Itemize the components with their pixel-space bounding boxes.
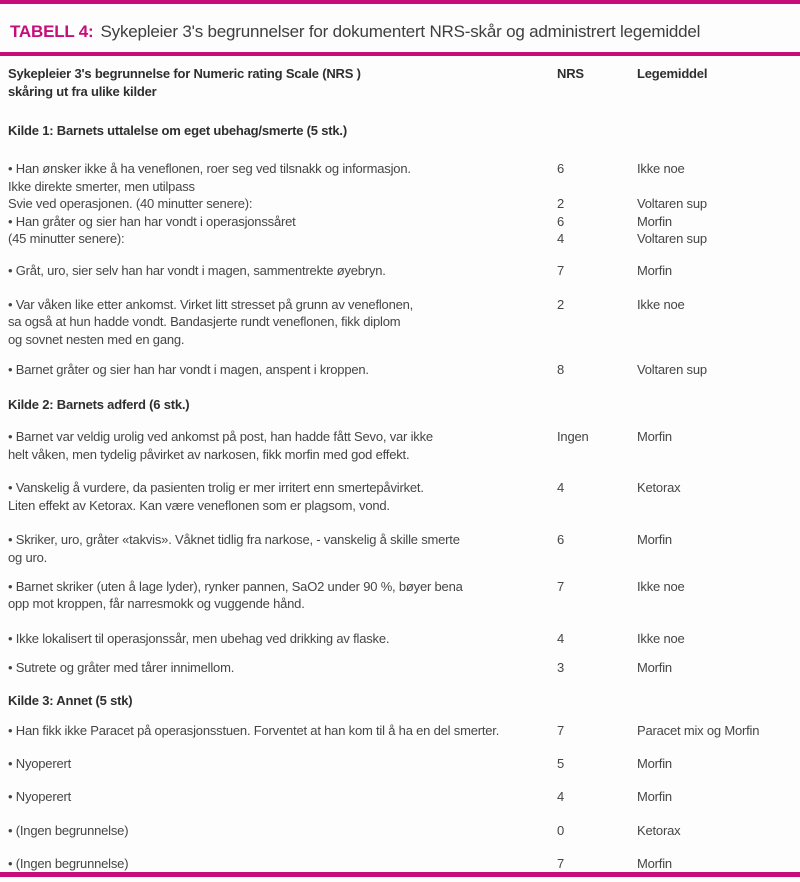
table-row — [8, 428, 792, 463]
table-row-line — [8, 178, 792, 196]
table-label: TABELL 4: — [10, 22, 94, 41]
table-section — [8, 396, 792, 677]
cell-nrs: 4 — [557, 480, 565, 496]
table-header — [0, 56, 800, 101]
cell-nrs — [557, 331, 637, 349]
table-row-line — [8, 296, 792, 314]
table-row — [8, 361, 792, 379]
cell-begrunnelse: helt våken, men tydelig påvirket av narkosen, fikk morfin med god effekt. — [8, 446, 410, 462]
cell-legemiddel: Morfin — [637, 532, 672, 548]
table-row-line — [8, 195, 792, 213]
table-row-line — [8, 213, 792, 231]
table-row-line — [8, 549, 792, 567]
cell-begrunnelse: • Var våken like etter ankomst. Virket litt stresset på grunn av veneflonen, — [8, 296, 414, 312]
cell-begrunnelse: • Nyoperert — [8, 789, 72, 805]
cell-legemiddel: Morfin — [637, 756, 672, 772]
cell-nrs: 2 — [557, 196, 565, 212]
cell-legemiddel: Voltaren sup — [637, 231, 707, 247]
table-section — [8, 692, 792, 873]
table-row-line — [8, 230, 792, 248]
cell-nrs: 2 — [557, 296, 565, 312]
cell-nrs: Ingen — [557, 428, 589, 444]
header-col-legemiddel: Legemiddel — [637, 66, 708, 81]
header-col-begrunnelse — [8, 65, 557, 101]
cell-nrs: 7 — [557, 578, 565, 594]
cell-legemiddel — [637, 549, 792, 567]
cell-nrs: 3 — [557, 660, 565, 676]
cell-legemiddel: Voltaren sup — [637, 362, 707, 378]
cell-legemiddel: Morfin — [637, 789, 672, 805]
cell-legemiddel: Ketorax — [637, 480, 681, 496]
cell-begrunnelse: • Han fikk ikke Paracet på operasjonsstuen. Forventet at han kom til å ha en del smerter. — [8, 722, 500, 738]
table-row-line — [8, 578, 792, 596]
table-row — [8, 531, 792, 566]
cell-begrunnelse: (45 minutter senere): — [8, 231, 125, 247]
cell-legemiddel: Ikke noe — [637, 296, 685, 312]
cell-begrunnelse: sa også at hun hadde vondt. Bandasjerte rundt veneflonen, fikk diplom — [8, 314, 401, 330]
cell-begrunnelse: • Ikke lokalisert til operasjonssår, men ubehag ved drikking av flaske. — [8, 630, 390, 646]
cell-nrs — [557, 549, 637, 567]
table-row — [8, 755, 792, 773]
header-col-nrs: NRS — [557, 66, 584, 81]
table-row-line — [8, 446, 792, 464]
table-row-line — [8, 428, 792, 446]
cell-begrunnelse: • Gråt, uro, sier selv han har vondt i magen, sammentrekte øyebryn. — [8, 262, 386, 278]
table-row-line — [8, 361, 792, 379]
table-caption — [0, 4, 800, 43]
table-row-line — [8, 630, 792, 648]
cell-begrunnelse: • Han gråter og sier han har vondt i operasjonssåret — [8, 213, 296, 229]
table-body — [0, 122, 800, 873]
cell-nrs: 6 — [557, 532, 565, 548]
cell-begrunnelse: • Sutrete og gråter med tårer innimellom. — [8, 660, 235, 676]
cell-nrs: 4 — [557, 630, 565, 646]
cell-begrunnelse: Liten effekt av Ketorax. Kan være veneflonen som er plagsom, vond. — [8, 497, 390, 513]
table-row — [8, 262, 792, 280]
cell-begrunnelse: • Vanskelig å vurdere, da pasienten trolig er mer irritert enn smertepåvirket. — [8, 480, 424, 496]
cell-nrs — [557, 595, 637, 613]
table-row-line — [8, 788, 792, 806]
cell-begrunnelse: • Skriker, uro, gråter «takvis». Våknet tidlig fra narkose, - vanskelig å skille smerte — [8, 532, 460, 548]
table-row-line — [8, 262, 792, 280]
cell-legemiddel: Morfin — [637, 428, 672, 444]
table-row-line — [8, 479, 792, 497]
cell-nrs: 6 — [557, 213, 565, 229]
cell-nrs: 0 — [557, 822, 565, 838]
header-col-begrunnelse-line1: Sykepleier 3's begrunnelse for Numeric rating Scale (NRS ) — [8, 66, 361, 81]
cell-begrunnelse: • Barnet var veldig urolig ved ankomst på post, han hadde fått Sevo, var ikke — [8, 428, 433, 444]
table-row — [8, 659, 792, 677]
cell-begrunnelse: og sovnet nesten med en gang. — [8, 331, 185, 347]
cell-nrs — [557, 178, 637, 196]
cell-begrunnelse: • (Ingen begrunnelse) — [8, 822, 129, 838]
table-row-line — [8, 595, 792, 613]
cell-legemiddel — [637, 313, 792, 331]
cell-nrs: 4 — [557, 789, 565, 805]
table-row — [8, 722, 792, 740]
cell-legemiddel: Ikke noe — [637, 630, 685, 646]
table-row-line — [8, 160, 792, 178]
cell-begrunnelse: • Nyoperert — [8, 756, 72, 772]
cell-legemiddel: Morfin — [637, 213, 672, 229]
table-row — [8, 578, 792, 613]
table-row — [8, 630, 792, 648]
cell-nrs: 6 — [557, 161, 565, 176]
header-col-begrunnelse-line2: skåring ut fra ulike kilder — [8, 84, 157, 99]
cell-legemiddel: Voltaren sup — [637, 196, 707, 212]
cell-begrunnelse: • Han ønsker ikke å ha veneflonen, roer seg ved tilsnakk og informasjon. — [8, 161, 411, 176]
table-row-line — [8, 755, 792, 773]
cell-begrunnelse: Ikke direkte smerter, men utilpass — [8, 178, 195, 194]
table-row — [8, 855, 792, 873]
cell-legemiddel: Morfin — [637, 856, 672, 872]
cell-nrs — [557, 446, 637, 464]
cell-legemiddel: Morfin — [637, 660, 672, 676]
cell-begrunnelse: • Barnet gråter og sier han har vondt i magen, anspent i kroppen. — [8, 362, 369, 378]
cell-nrs — [557, 497, 637, 515]
cell-nrs: 7 — [557, 722, 565, 738]
section-heading: Kilde 2: Barnets adferd (6 stk.) — [8, 396, 190, 412]
cell-legemiddel — [637, 178, 792, 196]
cell-nrs — [557, 313, 637, 331]
table-row-line — [8, 722, 792, 740]
section-heading: Kilde 3: Annet (5 stk) — [8, 692, 133, 708]
cell-legemiddel: Ikke noe — [637, 161, 685, 176]
table-row-line — [8, 855, 792, 873]
cell-begrunnelse: • Barnet skriker (uten å lage lyder), rynker pannen, SaO2 under 90 %, bøyer bena — [8, 578, 463, 594]
cell-legemiddel: Ketorax — [637, 822, 681, 838]
cell-begrunnelse: • (Ingen begrunnelse) — [8, 856, 129, 872]
bottom-accent-bar — [0, 872, 800, 877]
cell-begrunnelse: og uro. — [8, 549, 48, 565]
cell-legemiddel — [637, 595, 792, 613]
cell-legemiddel — [637, 497, 792, 515]
cell-legemiddel: Ikke noe — [637, 578, 685, 594]
cell-nrs: 7 — [557, 262, 565, 278]
cell-begrunnelse: opp mot kroppen, får narresmokk og vuggende hånd. — [8, 596, 305, 612]
table-row-line — [8, 313, 792, 331]
section-heading: Kilde 1: Barnets uttalelse om eget ubehag/smerte (5 stk.) — [8, 123, 347, 138]
cell-nrs: 4 — [557, 231, 565, 247]
table-row — [8, 160, 792, 248]
table-row-line — [8, 331, 792, 349]
cell-legemiddel — [637, 331, 792, 349]
table-row-line — [8, 822, 792, 840]
cell-begrunnelse: Svie ved operasjonen. (40 minutter senere): — [8, 196, 253, 212]
cell-nrs: 7 — [557, 856, 565, 872]
cell-nrs: 5 — [557, 756, 565, 772]
cell-legemiddel — [637, 446, 792, 464]
table-section — [8, 122, 792, 379]
table-row — [8, 296, 792, 349]
table-row-line — [8, 659, 792, 677]
table-row-line — [8, 497, 792, 515]
table-row — [8, 788, 792, 806]
cell-legemiddel: Morfin — [637, 262, 672, 278]
table-title: Sykepleier 3's begrunnelser for dokumentert NRS-skår og administrert legemiddel — [100, 22, 701, 41]
table-row — [8, 822, 792, 840]
cell-nrs: 8 — [557, 362, 565, 378]
cell-legemiddel: Paracet mix og Morfin — [637, 722, 760, 738]
table-row-line — [8, 531, 792, 549]
table-row — [8, 479, 792, 514]
